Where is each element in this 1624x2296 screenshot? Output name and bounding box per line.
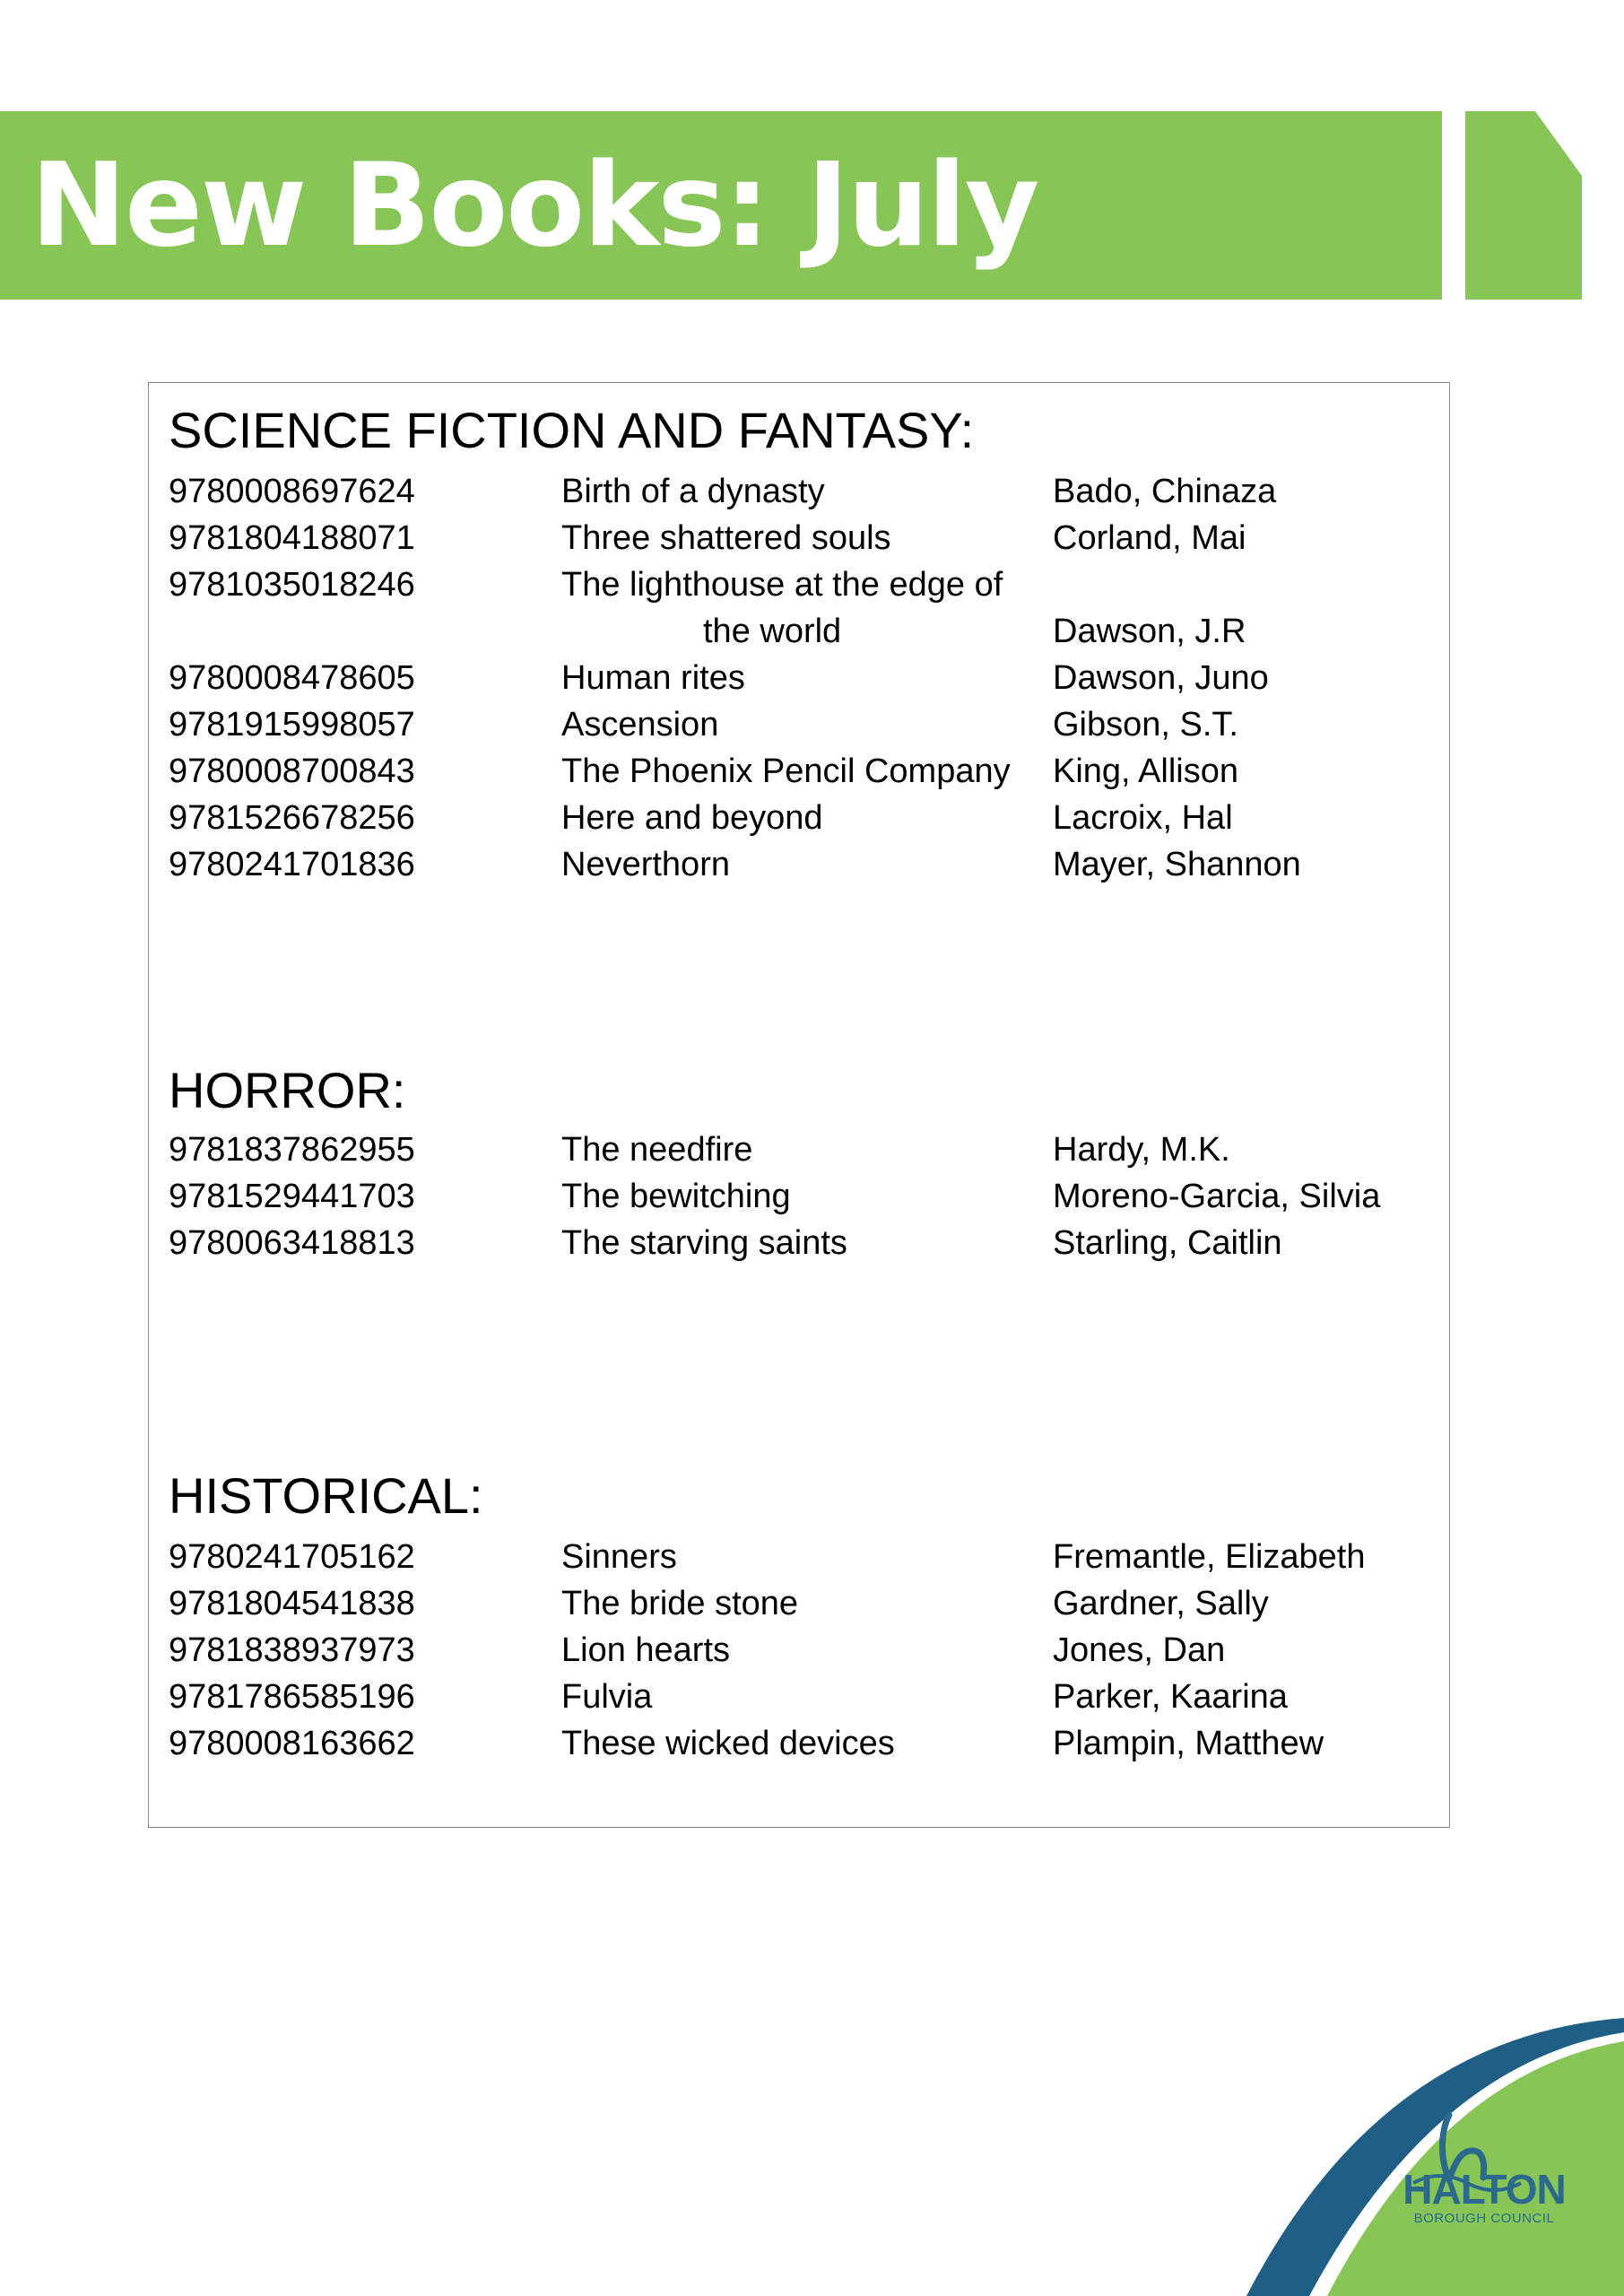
book-isbn: 9780008700843 (169, 752, 415, 790)
book-isbn: 9780008478605 (169, 659, 415, 697)
halton-logo-text (1394, 2166, 1574, 2228)
section-heading-historical: HISTORICAL: (169, 1467, 483, 1524)
book-isbn: 9780008163662 (169, 1725, 415, 1762)
book-row (169, 561, 1424, 655)
book-author: Dawson, J.R (1053, 613, 1246, 650)
book-author: Bado, Chinaza (1053, 473, 1277, 510)
book-title: Here and beyond (561, 799, 823, 837)
book-title: Neverthorn (561, 846, 730, 883)
book-author: Moreno-Garcia, Silvia (1053, 1178, 1381, 1215)
book-author: Plampin, Matthew (1053, 1725, 1324, 1762)
book-title-line-2: the world (703, 613, 842, 650)
book-title (561, 561, 1003, 655)
book-author: Lacroix, Hal (1053, 799, 1233, 837)
book-title: Fulvia (561, 1678, 653, 1716)
book-author: Mayer, Shannon (1053, 846, 1301, 883)
halton-logo-graphic (1238, 2000, 1624, 2296)
book-isbn: 9781526678256 (169, 799, 415, 837)
book-title: Lion hearts (561, 1631, 731, 1669)
book-isbn: 9781529441703 (169, 1178, 415, 1215)
book-author: Fremantle, Elizabeth (1053, 1538, 1366, 1576)
section-heading-scifi: SCIENCE FICTION AND FANTASY: (169, 402, 975, 458)
book-title-line-1: The lighthouse at the edge of (561, 566, 1003, 604)
book-title: Birth of a dynasty (561, 473, 825, 510)
book-author: Corland, Mai (1053, 519, 1246, 557)
book-title: Human rites (561, 659, 745, 697)
book-title: The needfire (561, 1131, 753, 1169)
book-title: The bride stone (561, 1585, 799, 1622)
book-isbn: 9780241705162 (169, 1538, 415, 1576)
book-row (169, 1720, 1424, 1813)
book-row (169, 1220, 1424, 1313)
page-title: New Books: July (30, 139, 1038, 273)
book-title: Three shattered souls (561, 519, 891, 557)
book-title: The bewitching (561, 1178, 791, 1215)
book-title: The Phoenix Pencil Company (561, 752, 1011, 790)
book-isbn: 9781915998057 (169, 706, 415, 744)
book-title: Ascension (561, 706, 719, 744)
book-title: Sinners (561, 1538, 677, 1576)
book-isbn: 9780063418813 (169, 1224, 415, 1262)
book-row (169, 841, 1424, 935)
book-isbn: 9781035018246 (169, 566, 415, 604)
book-author: King, Allison (1053, 752, 1239, 790)
banner-corner-tab (1465, 111, 1582, 300)
book-author: Hardy, M.K. (1053, 1131, 1230, 1169)
book-isbn: 9781838937973 (169, 1631, 415, 1669)
book-author: Gardner, Sally (1053, 1585, 1269, 1622)
section-heading-horror: HORROR: (169, 1062, 406, 1118)
book-author: Jones, Dan (1053, 1631, 1226, 1669)
book-isbn: 9780008697624 (169, 473, 415, 510)
book-author: Starling, Caitlin (1053, 1224, 1282, 1262)
book-isbn: 9781804541838 (169, 1585, 415, 1622)
book-title: The starving saints (561, 1224, 847, 1262)
book-author: Dawson, Juno (1053, 659, 1269, 697)
book-title: These wicked devices (561, 1725, 895, 1762)
book-isbn: 9781804188071 (169, 519, 415, 557)
logo-subtitle: BOROUGH COUNCIL (1413, 2211, 1555, 2226)
book-author: Parker, Kaarina (1053, 1678, 1288, 1716)
logo-name: HALTON (1403, 2166, 1566, 2213)
book-isbn: 9780241701836 (169, 846, 415, 883)
book-author: Gibson, S.T. (1053, 706, 1238, 744)
book-isbn: 9781786585196 (169, 1678, 415, 1716)
book-isbn: 9781837862955 (169, 1131, 415, 1169)
